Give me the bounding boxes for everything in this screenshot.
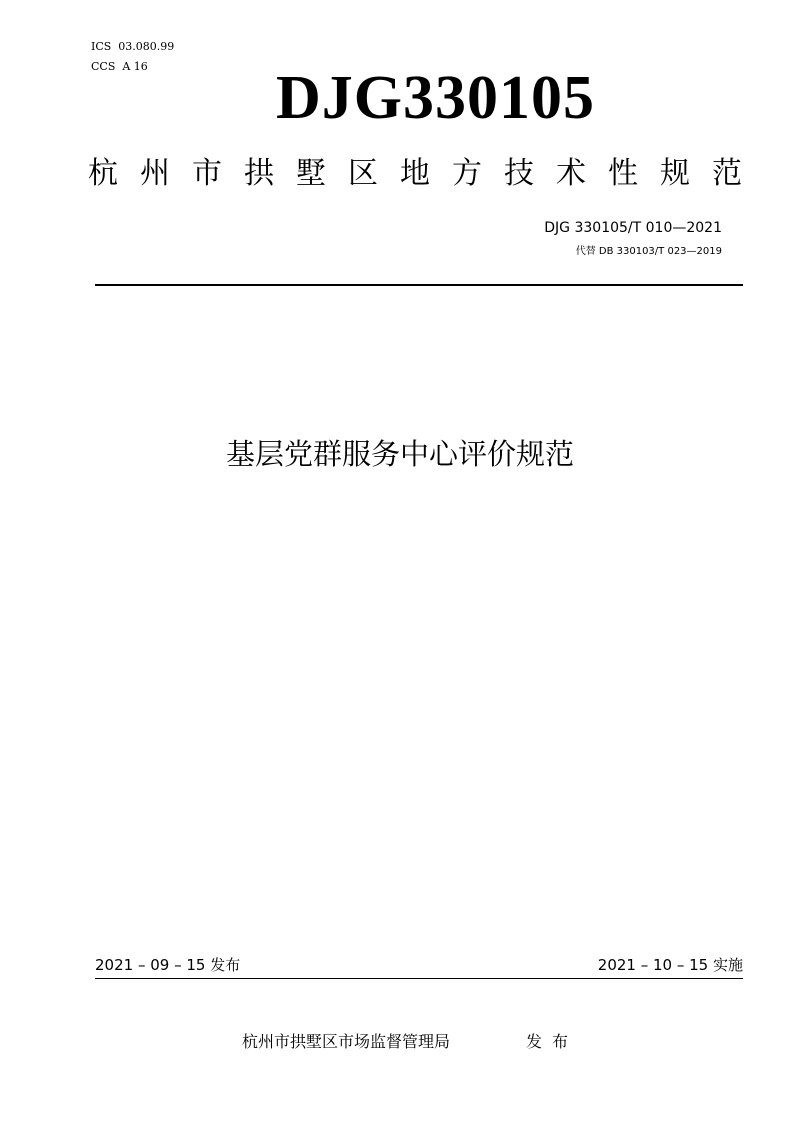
publish-date: 2021 – 09 – 15 发布 — [95, 956, 241, 974]
document-title: 基层党群服务中心评价规范 — [225, 437, 574, 471]
replaces-standard: 代替 DB 330103/T 023—2019 — [575, 246, 722, 257]
issue-label: 发布 — [526, 1032, 579, 1051]
standard-type-heading: 杭州市拱墅区地方技术性规范 — [88, 156, 764, 191]
issuing-authority: 杭州市拱墅区市场监督管理局 — [242, 1032, 451, 1051]
standard-logo: DJG330105 — [276, 64, 595, 132]
ccs-code: CCS A 16 — [91, 60, 148, 73]
ics-code: ICS 03.080.99 — [91, 40, 175, 53]
bottom-divider — [95, 978, 743, 979]
standard-number: DJG 330105/T 010—2021 — [544, 220, 722, 236]
implement-date: 2021 – 10 – 15 实施 — [597, 956, 743, 974]
top-divider — [95, 284, 743, 286]
